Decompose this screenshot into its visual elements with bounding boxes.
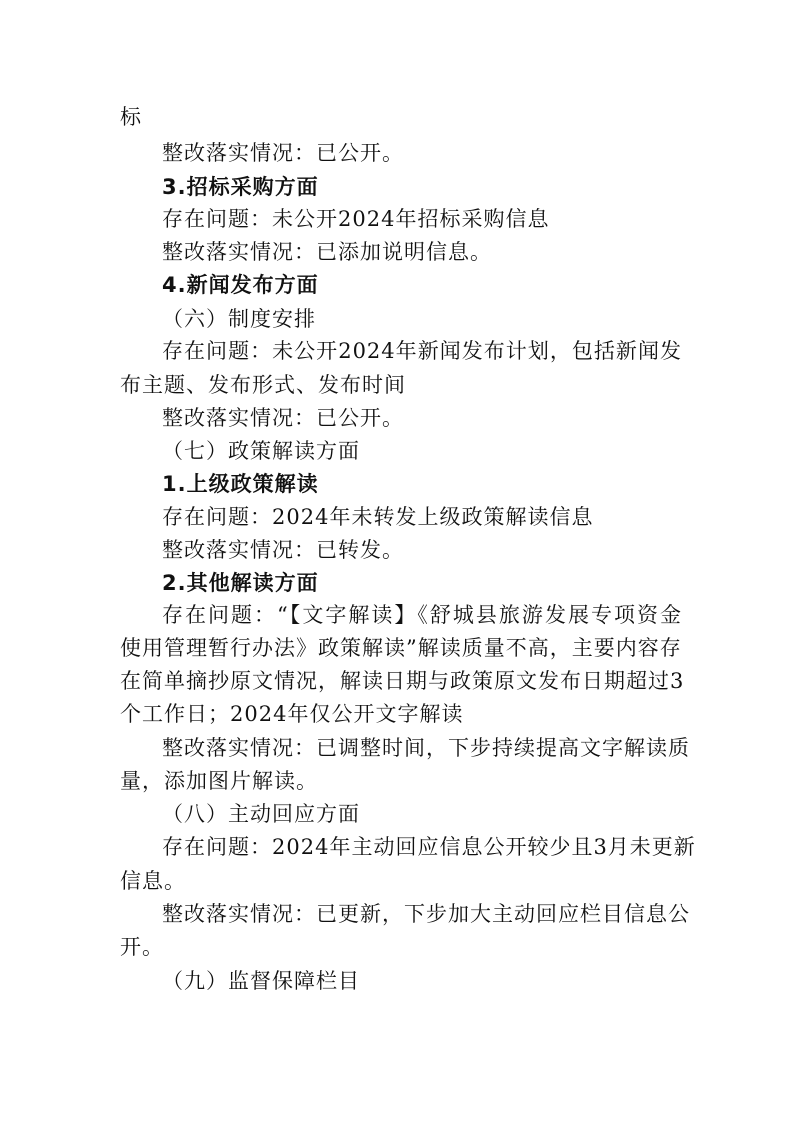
subsection-heading: （八）主动回应方面 [162,802,360,826]
text-line: 存在问题：2024年未转发上级政策解读信息 [162,505,594,529]
text-line: 存在问题：未公开2024年新闻发布计划，包括新闻发 [162,339,682,363]
text-line: 使用管理暂行办法》政策解读”解读质量不高，主要内容存 [120,636,682,660]
text-line: 整改落实情况：已转发。 [162,538,404,562]
text-line: 存在问题：2024年主动回应信息公开较少且3月未更新 [162,835,696,859]
text-line: 存在问题：未公开2024年招标采购信息 [162,207,550,231]
text-line: 个工作日；2024年仅公开文字解读 [120,702,464,726]
subsection-heading: （六）制度安排 [162,307,316,331]
text-line: 整改落实情况：已添加说明信息。 [162,240,492,264]
text-line: 整改落实情况：已公开。 [162,406,404,430]
section-heading: 1.上级政策解读 [162,472,319,496]
subsection-heading: （七）政策解读方面 [162,439,360,463]
text-line: 在简单摘抄原文情况，解读日期与政策原文发布日期超过3 [120,669,685,693]
text-line: 开。 [120,935,164,959]
text-line: 布主题、发布形式、发布时间 [120,373,406,397]
text-line: 整改落实情况：已调整时间，下步持续提高文字解读质 [162,736,690,760]
text-line: 存在问题：“【文字解读】《舒城县旅游发展专项资金 [162,603,682,627]
section-heading: 4.新闻发布方面 [162,273,319,297]
subsection-heading: （九）监督保障栏目 [162,969,360,993]
section-heading: 2.其他解读方面 [162,571,319,595]
text-line: 标 [120,105,142,129]
section-heading: 3.招标采购方面 [162,175,319,199]
text-line: 整改落实情况：已公开。 [162,141,404,165]
text-line: 量，添加图片解读。 [120,769,318,793]
text-line: 整改落实情况：已更新，下步加大主动回应栏目信息公 [162,902,690,926]
text-line: 信息。 [120,869,186,893]
